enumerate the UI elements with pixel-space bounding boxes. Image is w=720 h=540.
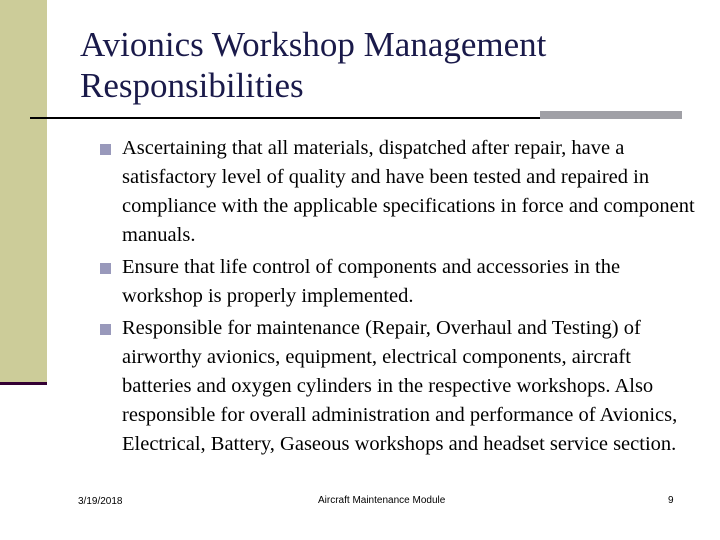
footer-date: 3/19/2018 [78,496,123,507]
footer-title: Aircraft Maintenance Module [318,495,446,506]
bullet-text: Ensure that life control of components and accessories in the workshop is properly implemented. [122,256,621,307]
side-decor-band [0,0,47,382]
square-bullet-icon [100,263,111,274]
bullet-item [100,314,700,459]
bullet-list [100,134,700,462]
square-bullet-icon [100,324,111,335]
slide-title: Avionics Workshop Management Responsibilities [80,25,547,105]
side-decor-line [0,382,47,385]
title-accent-bar [540,111,682,119]
bullet-item [100,253,700,311]
page-number: 9 [668,495,674,506]
bullet-text: Responsible for maintenance (Repair, Overhaul and Testing) of airworthy avionics, equipment, electrical components, aircraft batteries and oxygen cylinders in the respective workshops. Also responsible for overall administration and performance of Avionics, Electrical, Battery, Gaseous workshops and headset service section. [122,317,678,455]
square-bullet-icon [100,144,111,155]
bullet-item [100,134,700,250]
bullet-text: Ascertaining that all materials, dispatched after repair, have a satisfactory level of quality and have been tested and repaired in compliance with the applicable specifications in force and component manuals. [122,137,695,246]
